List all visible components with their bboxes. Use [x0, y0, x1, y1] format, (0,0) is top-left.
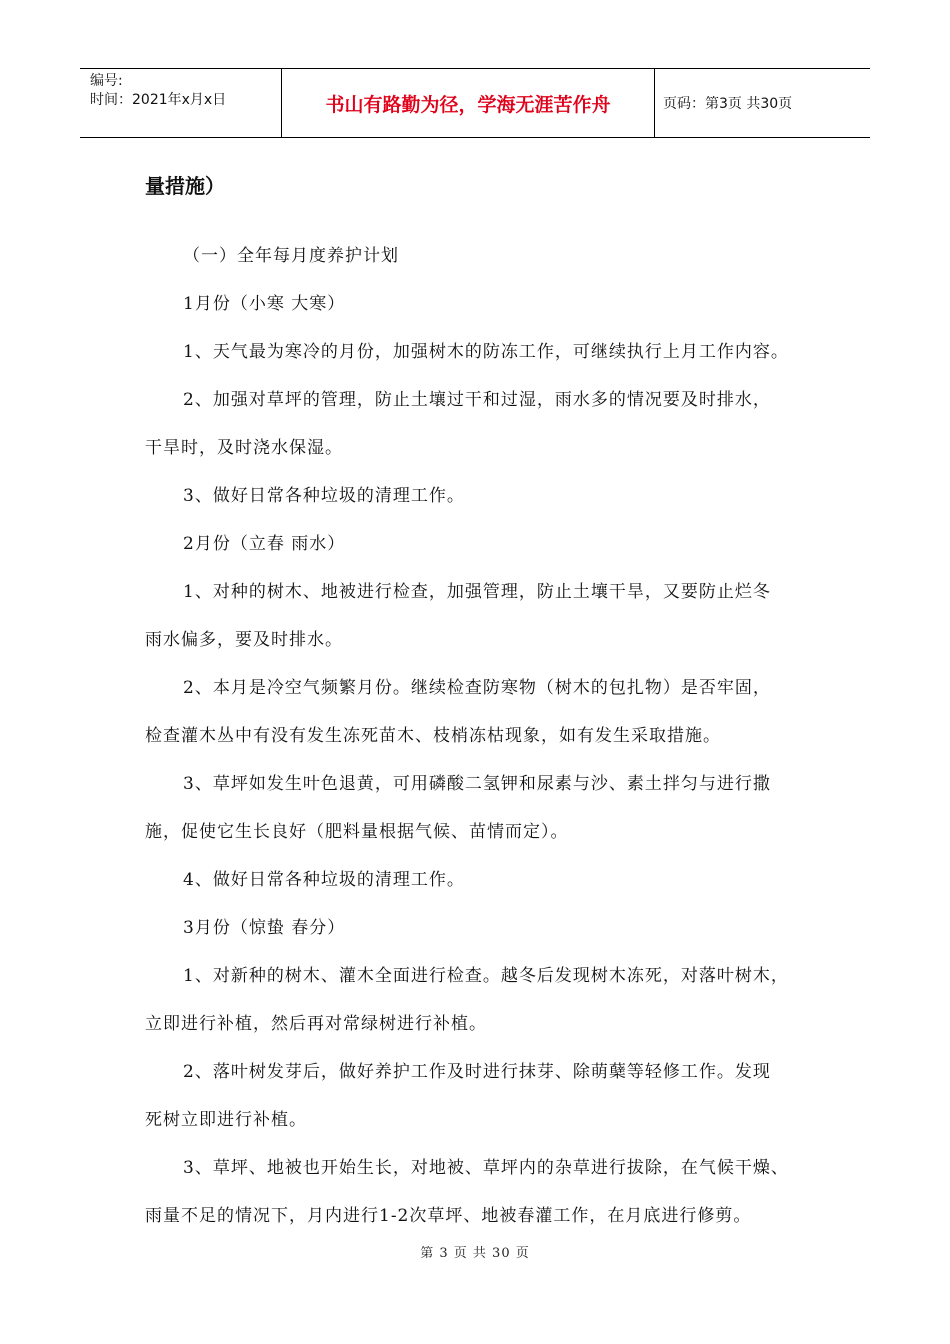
text-line: 干旱时，及时浇水保湿。 [145, 438, 343, 458]
text-line: 3、草坪、地被也开始生长，对地被、草坪内的杂草进行拔除，在气候干燥、 [183, 1158, 789, 1178]
text-line: 2、加强对草坪的管理，防止土壤过干和过湿，雨水多的情况要及时排水， [183, 390, 771, 410]
text-line: 雨水偏多，要及时排水。 [145, 630, 343, 650]
text-line: 3月份（惊蛰 春分） [183, 918, 346, 938]
text-line: 死树立即进行补植。 [145, 1110, 307, 1130]
text-line: 2月份（立春 雨水） [183, 534, 346, 554]
header-motto: 书山有路勤为径，学海无涯苦作舟 [282, 69, 655, 137]
text-line: 检查灌木丛中有没有发生冻死苗木、枝梢冻枯现象，如有发生采取措施。 [145, 726, 721, 746]
text-line: 施，促使它生长良好（肥料量根据气候、苗情而定）。 [145, 822, 569, 842]
text-line: 4、做好日常各种垃圾的清理工作。 [183, 870, 465, 890]
page-footer: 第 3 页 共 30 页 [420, 1246, 530, 1261]
text-line: 1月份（小寒 大寒） [183, 294, 346, 314]
text-line: （一）全年每月度养护计划 [183, 246, 399, 266]
text-line: 2、本月是冷空气频繁月份。继续检查防寒物（树木的包扎物）是否牢固， [183, 678, 771, 698]
text-line: 立即进行补植，然后再对常绿树进行补植。 [145, 1014, 487, 1034]
text-line: 1、天气最为寒冷的月份，加强树木的防冻工作，可继续执行上月工作内容。 [183, 342, 789, 362]
header-page-info: 页码：第3页 共30页 [663, 96, 793, 112]
number-label: 编号: [90, 73, 123, 89]
paragraph-lines [145, 232, 825, 1240]
page-header [80, 68, 870, 138]
text-line: 3、草坪如发生叶色退黄，可用磷酸二氢钾和尿素与沙、素土拌匀与进行撒 [183, 774, 771, 794]
document-body [145, 160, 825, 1240]
date-label: 时间：2021年x月x日 [90, 92, 227, 108]
text-line: 雨量不足的情况下，月内进行1-2次草坪、地被春灌工作，在月底进行修剪。 [145, 1206, 752, 1226]
text-line: 3、做好日常各种垃圾的清理工作。 [183, 486, 465, 506]
header-meta [80, 69, 282, 137]
section-title: 量措施） [145, 174, 225, 198]
text-line: 1、对新种的树木、灌木全面进行检查。越冬后发现树木冻死，对落叶树木， [183, 966, 789, 986]
text-line: 1、对种的树木、地被进行检查，加强管理，防止土壤干旱，又要防止烂冬 [183, 582, 771, 602]
text-line: 2、落叶树发芽后，做好养护工作及时进行抹芽、除萌蘖等轻修工作。发现 [183, 1062, 771, 1082]
